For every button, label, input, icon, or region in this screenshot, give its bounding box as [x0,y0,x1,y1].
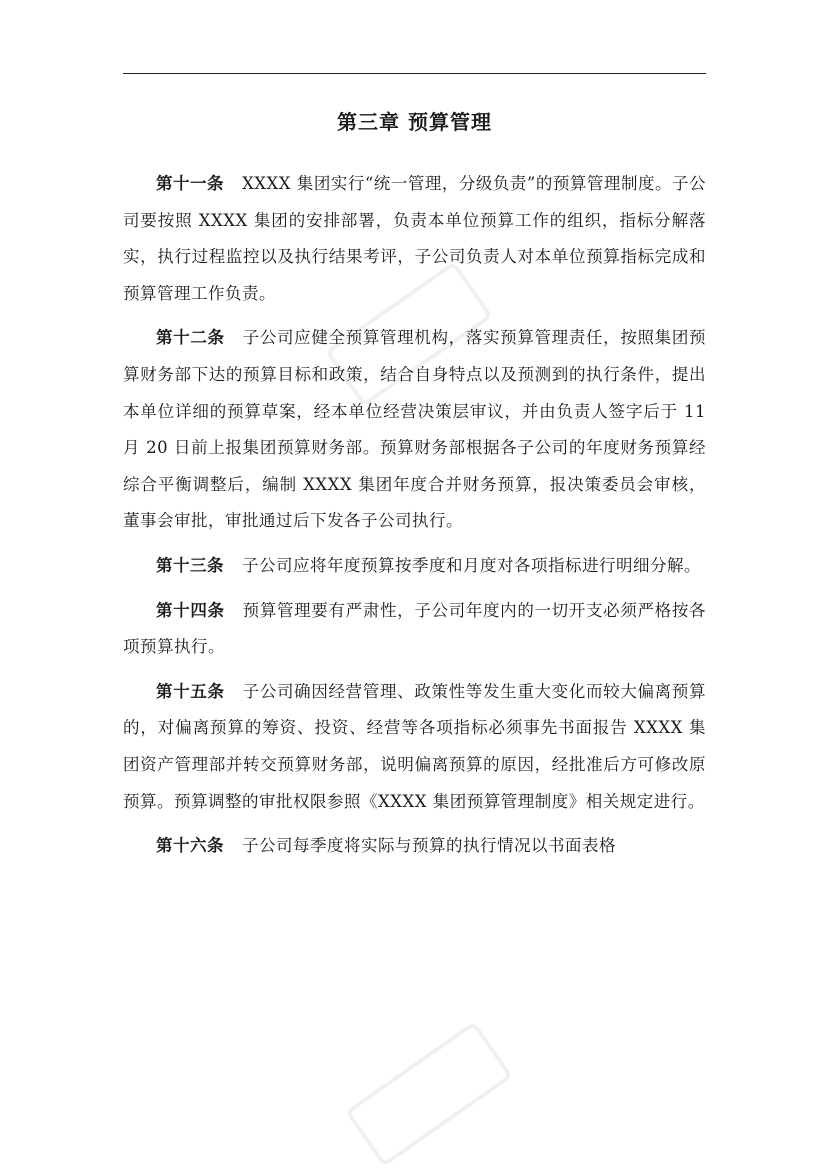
article-label: 第十四条 [156,600,225,620]
article-label: 第十五条 [156,681,225,701]
article-label: 第十六条 [156,836,224,856]
article-label: 第十三条 [156,555,224,575]
document-body [123,166,706,873]
article-text: 子公司确因经营管理、政策性等发生重大变化而较大偏离预算的，对偏离预算的筹资、投资、经营等各项指标必须事先书面报告 XXXX 集团资产管理部并转交预算财务部，说明偏离预算的原因，经批准后方可修改原预算。预算调整的审批权限参照《XXXX 集团预算管理制度》相关规定进行。 [123,681,707,811]
article-label: 第十二条 [156,328,225,348]
article-11 [123,166,706,312]
chapter-title: 第三章 预算管理 [337,110,492,134]
article-16 [123,828,706,865]
article-text: 子公司应健全预算管理机构，落实预算管理责任，按照集团预算财务部下达的预算目标和政策，结合自身特点以及预测到的执行条件，提出本单位详细的预算草案，经本单位经营决策层审议，并由负责人签字后于 11 月 20 日前上报集团预算财务部。预算财务部根据各子公司的年度财务预算经综合平衡调整后，编制 XXXX 集团年度合并财务预算，报决策委员会审核，董事会审批，审批通过后下发各子公司执行。 [123,328,707,531]
article-text: 子公司每季度将实际与预算的执行情况以书面表格 [242,836,616,856]
header-rule [123,73,706,74]
article-14 [123,593,706,666]
article-label: 第十一条 [156,174,225,193]
article-text: 预算管理要有严肃性，子公司年度内的一切开支必须严格按各项预算执行。 [123,600,707,657]
article-12 [123,320,706,540]
watermark-icon [345,1021,513,1167]
article-13 [123,548,706,585]
article-15 [123,674,706,820]
article-text: 子公司应将年度预算按季度和月度对各项指标进行明细分解。 [242,555,701,575]
article-text: XXXX 集团实行“统一管理，分级负责”的预算管理制度。子公司要按照 XXXX 集团的安排部署，负责本单位预算工作的组织，指标分解落实，执行过程监控以及执行结果考评，子公司负责人对本单位预算指标完成和预算管理工作负责。 [123,174,707,303]
